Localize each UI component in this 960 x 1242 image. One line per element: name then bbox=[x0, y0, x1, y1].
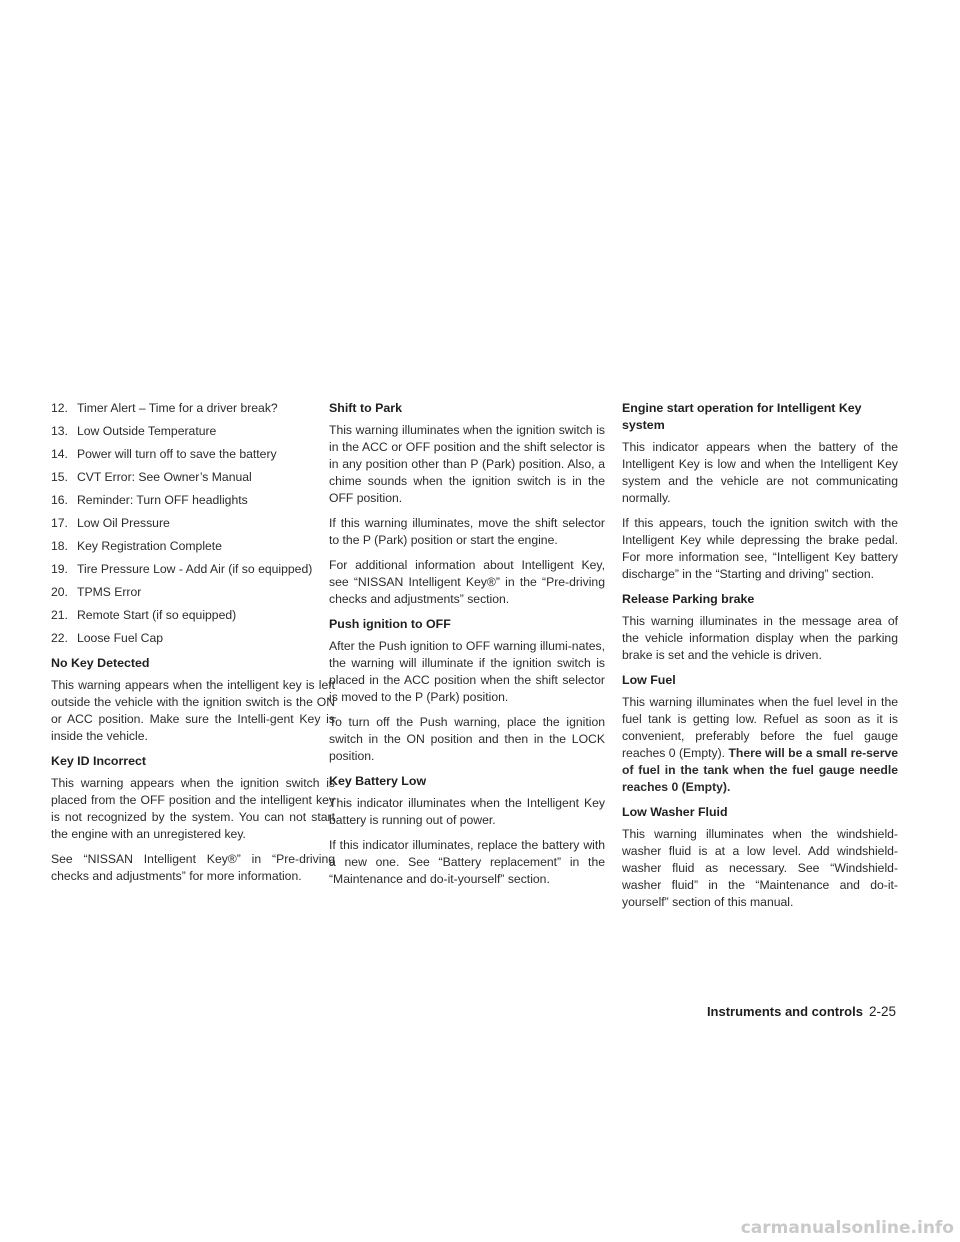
paragraph: See “NISSAN Intelligent Key®” in “Pre-driving checks and adjustments” for more information. bbox=[51, 852, 335, 883]
paragraph: This indicator illuminates when the Intelligent Key battery is running out of power. bbox=[329, 796, 605, 827]
list-item: 14. Power will turn off to save the battery bbox=[51, 447, 277, 461]
paragraph: If this indicator illuminates, replace the battery with a new one. See “Battery replacement” in the “Maintenance and do-it-yourself” section. bbox=[329, 838, 605, 886]
column-1 bbox=[51, 400, 335, 893]
list-item: 13. Low Outside Temperature bbox=[51, 424, 217, 438]
list-item: 18. Key Registration Complete bbox=[51, 539, 222, 553]
paragraph: This warning illuminates when the fuel level in the fuel tank is getting low. Refuel as soon as it is convenient, preferably before the fuel gauge reaches 0 (Empty). There will be a small re-serve of fuel in the tank when the fuel gauge needle reaches 0 (Empty). bbox=[622, 695, 899, 794]
page-footer bbox=[707, 1004, 896, 1019]
paragraph: This warning illuminates in the message area of the vehicle information display when the parking brake is set and the vehicle is driven. bbox=[622, 614, 898, 662]
heading-key-battery-low: Key Battery Low bbox=[329, 774, 427, 788]
list-item: 22. Loose Fuel Cap bbox=[51, 631, 164, 645]
heading-push-ignition-off: Push ignition to OFF bbox=[329, 617, 451, 631]
list-item: 20. TPMS Error bbox=[51, 585, 142, 599]
column-2 bbox=[329, 400, 605, 896]
list-item: 12. Timer Alert – Time for a driver break? bbox=[51, 401, 278, 415]
heading-low-fuel: Low Fuel bbox=[622, 673, 676, 687]
heading-key-id-incorrect: Key ID Incorrect bbox=[51, 754, 147, 768]
paragraph: After the Push ignition to OFF warning illumi-nates, the warning will illuminate if the ignition switch is placed in the ACC position when the shift selector is moved to the P (Park) position. bbox=[329, 639, 605, 704]
section-title: Instruments and controls bbox=[706, 1004, 863, 1019]
paragraph: This warning appears when the ignition switch is placed from the OFF position and the intelligent key is not recognized by the system. You can not start the engine with an unregistered key. bbox=[51, 776, 335, 841]
paragraph: For additional information about Intelligent Key, see “NISSAN Intelligent Key®” in the “Pre-driving checks and adjustments” section. bbox=[329, 558, 605, 606]
warning-list bbox=[51, 400, 335, 647]
heading-engine-start-operation: Engine start operation for Intelligent Key system bbox=[622, 401, 862, 432]
list-item: 17. Low Oil Pressure bbox=[51, 516, 170, 530]
watermark: carmanualsonline.info bbox=[740, 1218, 954, 1238]
bold-note: There will be a small re-serve of fuel in the tank when the fuel gauge needle reaches 0 (Empty). bbox=[622, 746, 899, 794]
column-3 bbox=[622, 400, 898, 919]
list-item: 21. Remote Start (if so equipped) bbox=[51, 608, 237, 622]
paragraph: This warning appears when the intelligent key is left outside the vehicle with the ignition switch is the ON or ACC position. Make sure the Intelli-gent Key is inside the vehicle. bbox=[51, 678, 335, 743]
paragraph: To turn off the Push warning, place the ignition switch in the ON position and then in the LOCK position. bbox=[329, 715, 605, 763]
paragraph: This warning illuminates when the ignition switch is in the ACC or OFF position and the shift selector is in any position other than P (Park) position. Also, a chime sounds when the ignition switch is in the OFF position. bbox=[329, 423, 605, 505]
heading-no-key-detected: No Key Detected bbox=[51, 656, 150, 670]
paragraph: If this appears, touch the ignition switch with the Intelligent Key while depressing the brake pedal. For more information see, “Intelligent Key battery discharge” in the “Starting and driving” section. bbox=[622, 516, 898, 581]
heading-shift-to-park: Shift to Park bbox=[329, 401, 402, 415]
list-item: 19. Tire Pressure Low - Add Air (if so equipped) bbox=[51, 562, 313, 576]
page-number: 2-25 bbox=[868, 1004, 896, 1019]
list-item: 15. CVT Error: See Owner’s Manual bbox=[51, 470, 252, 484]
list-item: 16. Reminder: Turn OFF headlights bbox=[51, 493, 248, 507]
paragraph: If this warning illuminates, move the shift selector to the P (Park) position or start the engine. bbox=[329, 516, 605, 547]
paragraph: This warning illuminates when the windshield-washer fluid is at a low level. Add windshield-washer fluid as necessary. See “Windshield-washer fluid” in the “Maintenance and do-it-yourself” section of this manual. bbox=[622, 827, 898, 909]
heading-release-parking-brake: Release Parking brake bbox=[622, 592, 755, 606]
heading-low-washer-fluid: Low Washer Fluid bbox=[622, 805, 728, 819]
paragraph: This indicator appears when the battery of the Intelligent Key is low and when the Intelligent Key system and the vehicle are not communicating normally. bbox=[622, 440, 898, 505]
